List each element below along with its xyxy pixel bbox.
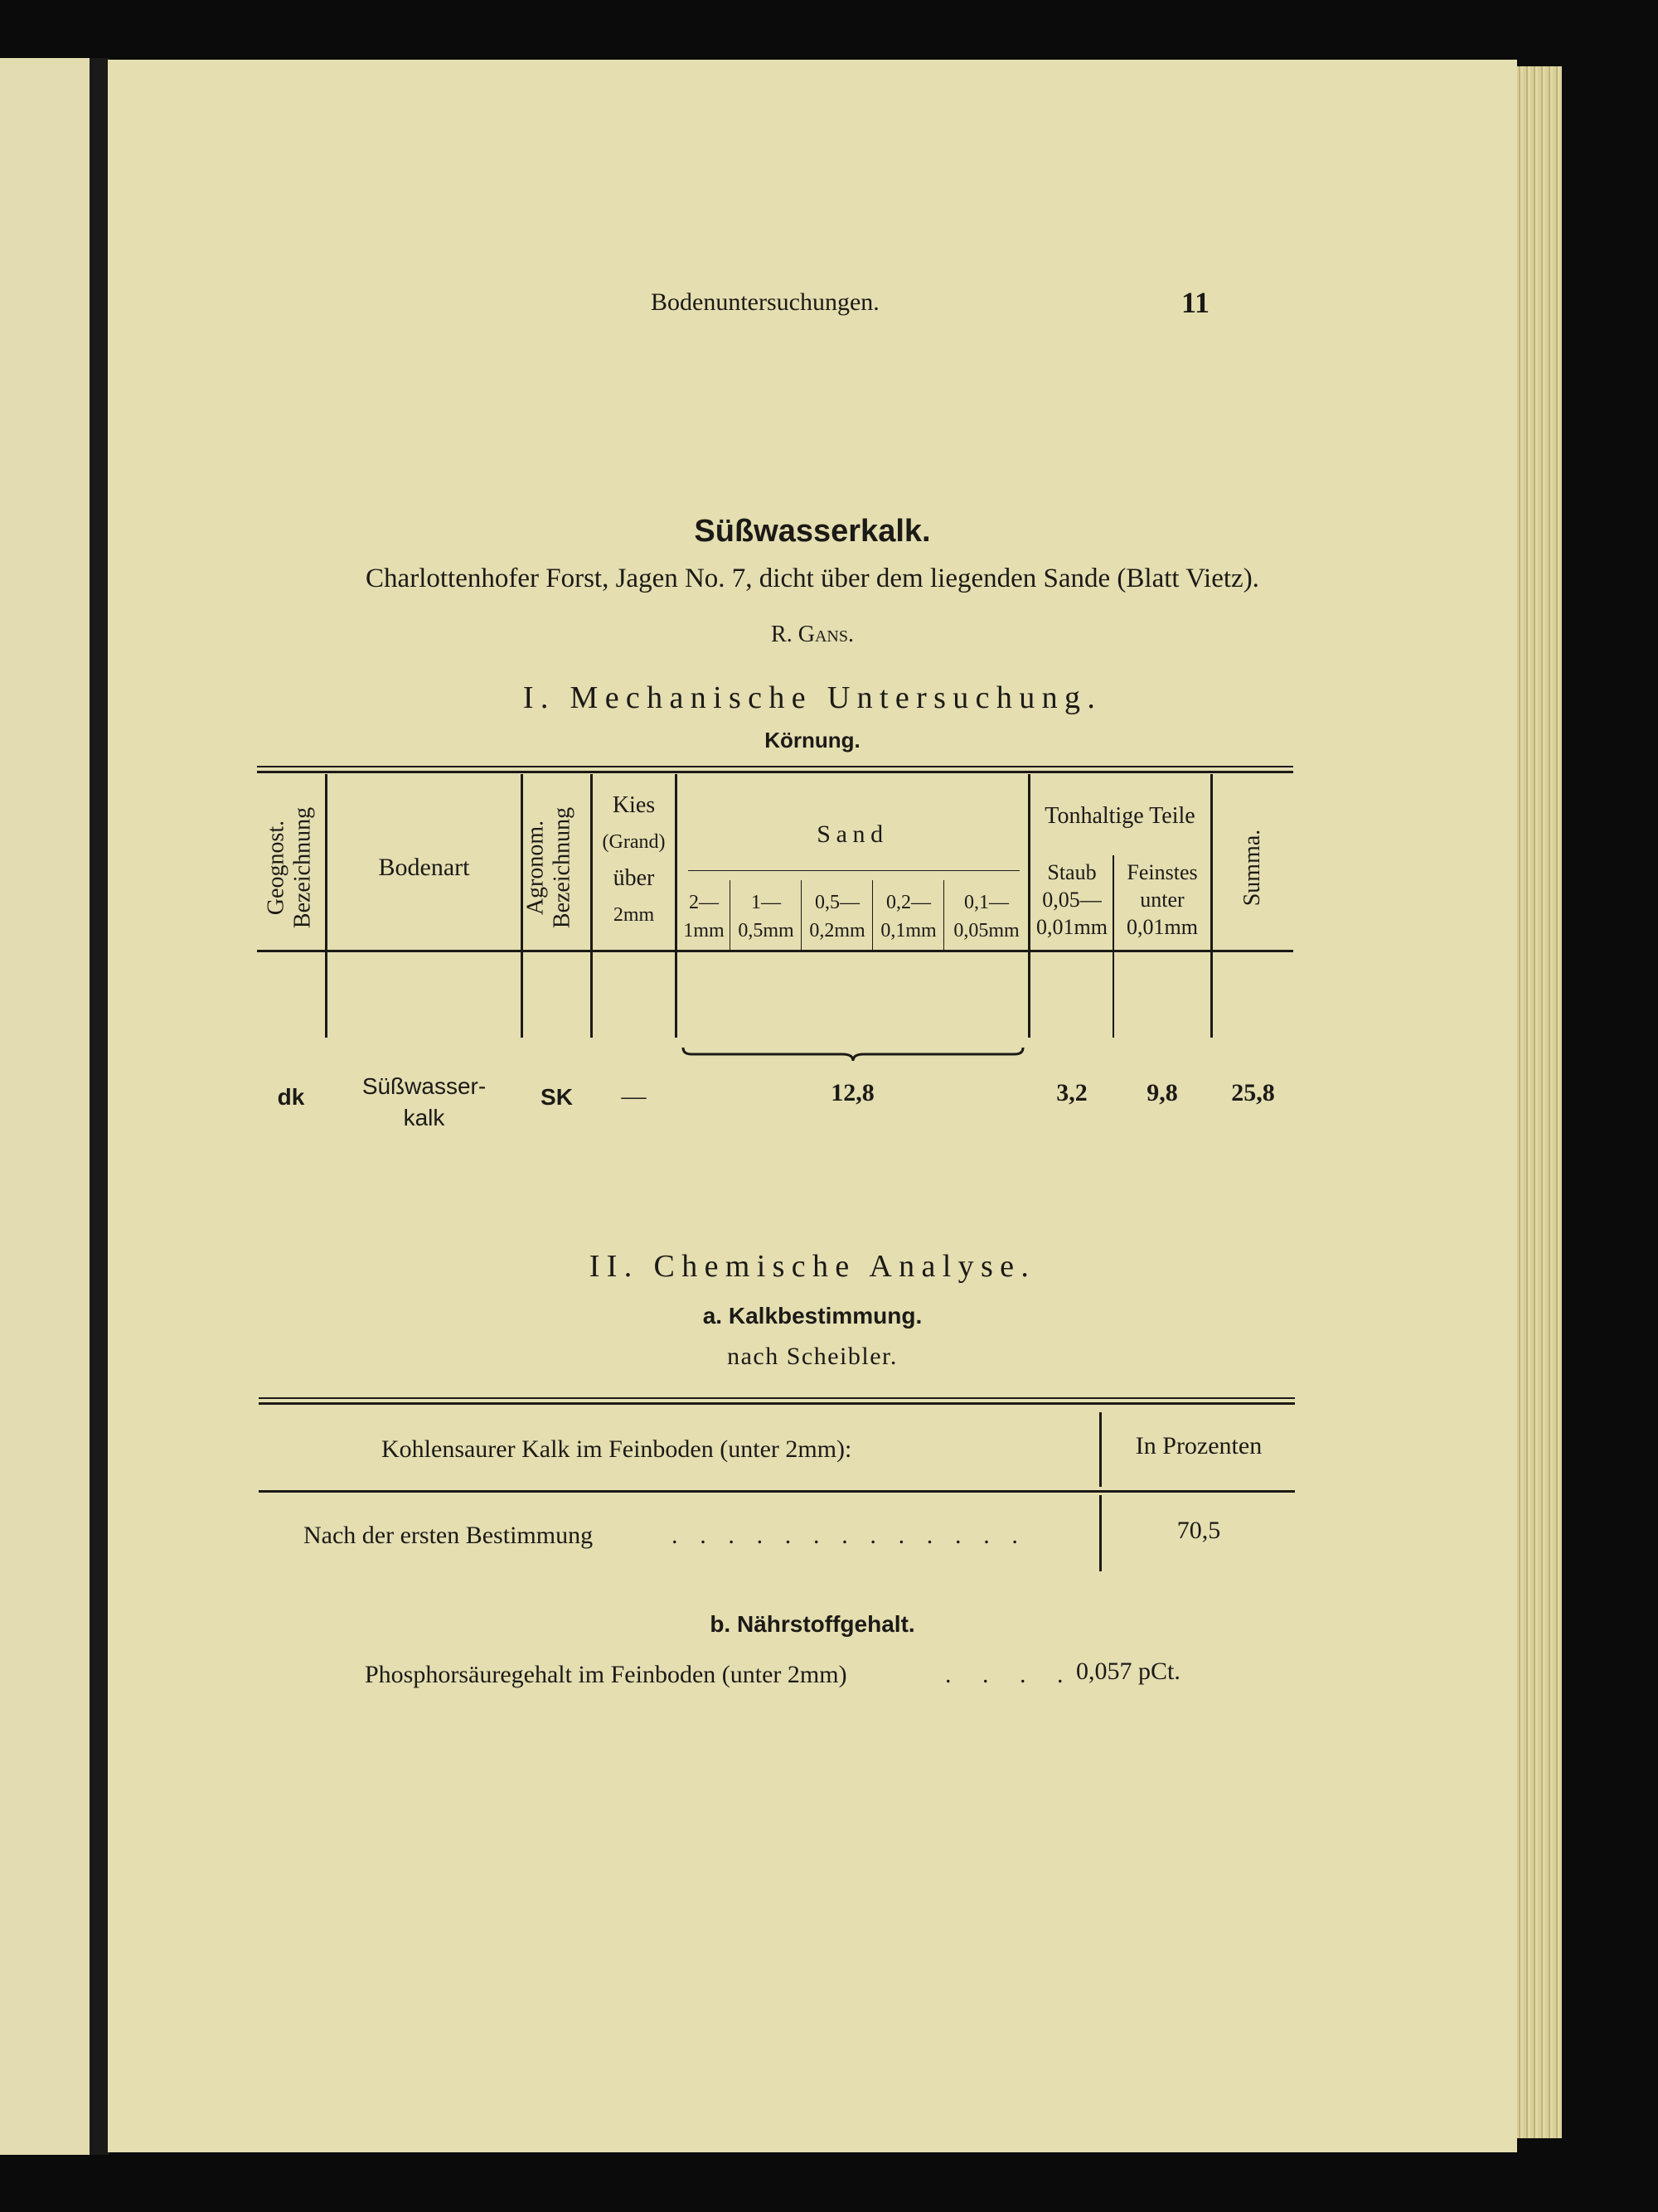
header-agronom-line2: Bezeichnung xyxy=(549,806,575,929)
header-kies-line3: über xyxy=(613,865,655,891)
header-sand-sub: 1— 0,5mm xyxy=(738,892,794,941)
header-sand-sub: 2— 1mm xyxy=(683,892,725,941)
header-sand-sub: 0,2— 0,1mm xyxy=(880,892,937,941)
method-note: nach Scheibler. xyxy=(727,1343,898,1370)
section-subheading-koernung: Körnung. xyxy=(764,728,861,753)
page-edges xyxy=(1515,66,1562,2138)
section-heading-chemical: II. Chemische Analyse. xyxy=(589,1249,1036,1284)
header-staub xyxy=(1031,859,1113,941)
page-number: 11 xyxy=(1181,286,1210,319)
table2-row-dots: . . . . . . . . . . . . . xyxy=(671,1522,1026,1549)
header-sand-sub: 0,1— 0,05mm xyxy=(953,892,1020,941)
header-kies-line1: Kies xyxy=(612,792,656,818)
header-kies-line4: 2mm xyxy=(613,904,655,926)
header-staub-line3: 0,01mm xyxy=(1036,915,1108,939)
header-feinstes-line3: 0,01mm xyxy=(1127,915,1198,939)
header-sand: Sand xyxy=(817,820,889,848)
table1-divider xyxy=(325,774,327,1038)
cell-bodenart-line1: Süßwasser- xyxy=(361,1073,487,1099)
table2-divider xyxy=(1099,1495,1102,1571)
page-title: Süßwasserkalk. xyxy=(694,514,931,549)
table2-row-value: 70,5 xyxy=(1176,1517,1221,1544)
phosphor-value: 0,057 pCt. xyxy=(1076,1658,1180,1685)
book-gutter xyxy=(90,58,109,2155)
table1-top-rule-2 xyxy=(257,771,1293,773)
header-feinstes-line2: unter xyxy=(1140,888,1185,912)
cell-agronom: SK xyxy=(541,1084,573,1110)
header-agronom-line1: Agronom. xyxy=(522,820,549,916)
table2-col2-header: In Prozenten xyxy=(1135,1432,1263,1459)
sand-sub-rule xyxy=(688,870,1020,871)
cell-feinstes: 9,8 xyxy=(1147,1079,1178,1106)
sand-brace xyxy=(680,1043,1026,1064)
cell-bodenart-line2: kalk xyxy=(403,1105,445,1130)
table1-divider xyxy=(1210,774,1213,1038)
cell-sand: 12,8 xyxy=(831,1079,875,1106)
cell-bodenart xyxy=(327,1071,521,1134)
section-heading-mechanical: I. Mechanische Untersuchung. xyxy=(522,680,1103,715)
sand-sub-divider xyxy=(943,880,944,950)
sand-sub-divider xyxy=(801,880,802,950)
cell-kies: — xyxy=(621,1082,647,1110)
subheading-kalkbestimmung: a. Kalkbestimmung. xyxy=(702,1303,923,1329)
header-staub-line1: Staub xyxy=(1047,860,1097,884)
header-tonhaltige: Tonhaltige Teile xyxy=(1045,803,1195,829)
table2-top-rule xyxy=(259,1397,1295,1399)
table2-row-label: Nach der ersten Bestimmung xyxy=(303,1522,594,1549)
header-geognost xyxy=(264,787,322,949)
cell-summa: 25,8 xyxy=(1231,1079,1275,1106)
sand-sub-divider xyxy=(872,880,873,950)
header-bodenart: Bodenart xyxy=(378,854,470,881)
table1-top-rule xyxy=(257,766,1293,767)
header-geognost-line2: Bezeichnung xyxy=(289,806,316,929)
subheading-naehrstoff: b. Nährstoffgehalt. xyxy=(710,1611,915,1637)
header-kies-line2: (Grand) xyxy=(602,831,666,853)
phosphor-label: Phosphorsäuregehalt im Feinboden (unter 2mm) xyxy=(365,1661,847,1688)
table1-header-rule xyxy=(257,950,1293,952)
table2-header-rule xyxy=(259,1490,1295,1493)
table2-col1-header: Kohlensaurer Kalk im Feinboden (unter 2mm): xyxy=(381,1435,852,1463)
table2-top-rule-2 xyxy=(259,1402,1295,1405)
running-title: Bodenuntersuchungen. xyxy=(651,288,880,316)
table1-divider xyxy=(1028,774,1030,1038)
table1-divider xyxy=(675,774,677,1038)
header-kies xyxy=(593,787,675,933)
phosphor-dots: . . . . xyxy=(945,1661,1076,1688)
header-summa: Summa. xyxy=(1239,829,1265,907)
header-geognost-line1: Geognost. xyxy=(263,820,289,916)
header-staub-line2: 0,05— xyxy=(1042,888,1102,912)
location-line: Charlottenhofer Forst, Jagen No. 7, dicht über dem liegenden Sande (Blatt Vietz). xyxy=(366,564,1259,593)
header-agronom xyxy=(523,787,581,949)
book-page xyxy=(108,60,1517,2152)
header-feinstes-line1: Feinstes xyxy=(1127,860,1198,884)
cell-geognost: dk xyxy=(277,1084,305,1110)
author: R. Gans. xyxy=(771,622,854,647)
header-feinstes xyxy=(1114,859,1210,941)
table2-divider xyxy=(1099,1412,1102,1487)
header-sand-sub: 0,5— 0,2mm xyxy=(809,892,865,941)
cell-staub: 3,2 xyxy=(1056,1079,1088,1106)
facing-page-edge xyxy=(0,58,98,2155)
